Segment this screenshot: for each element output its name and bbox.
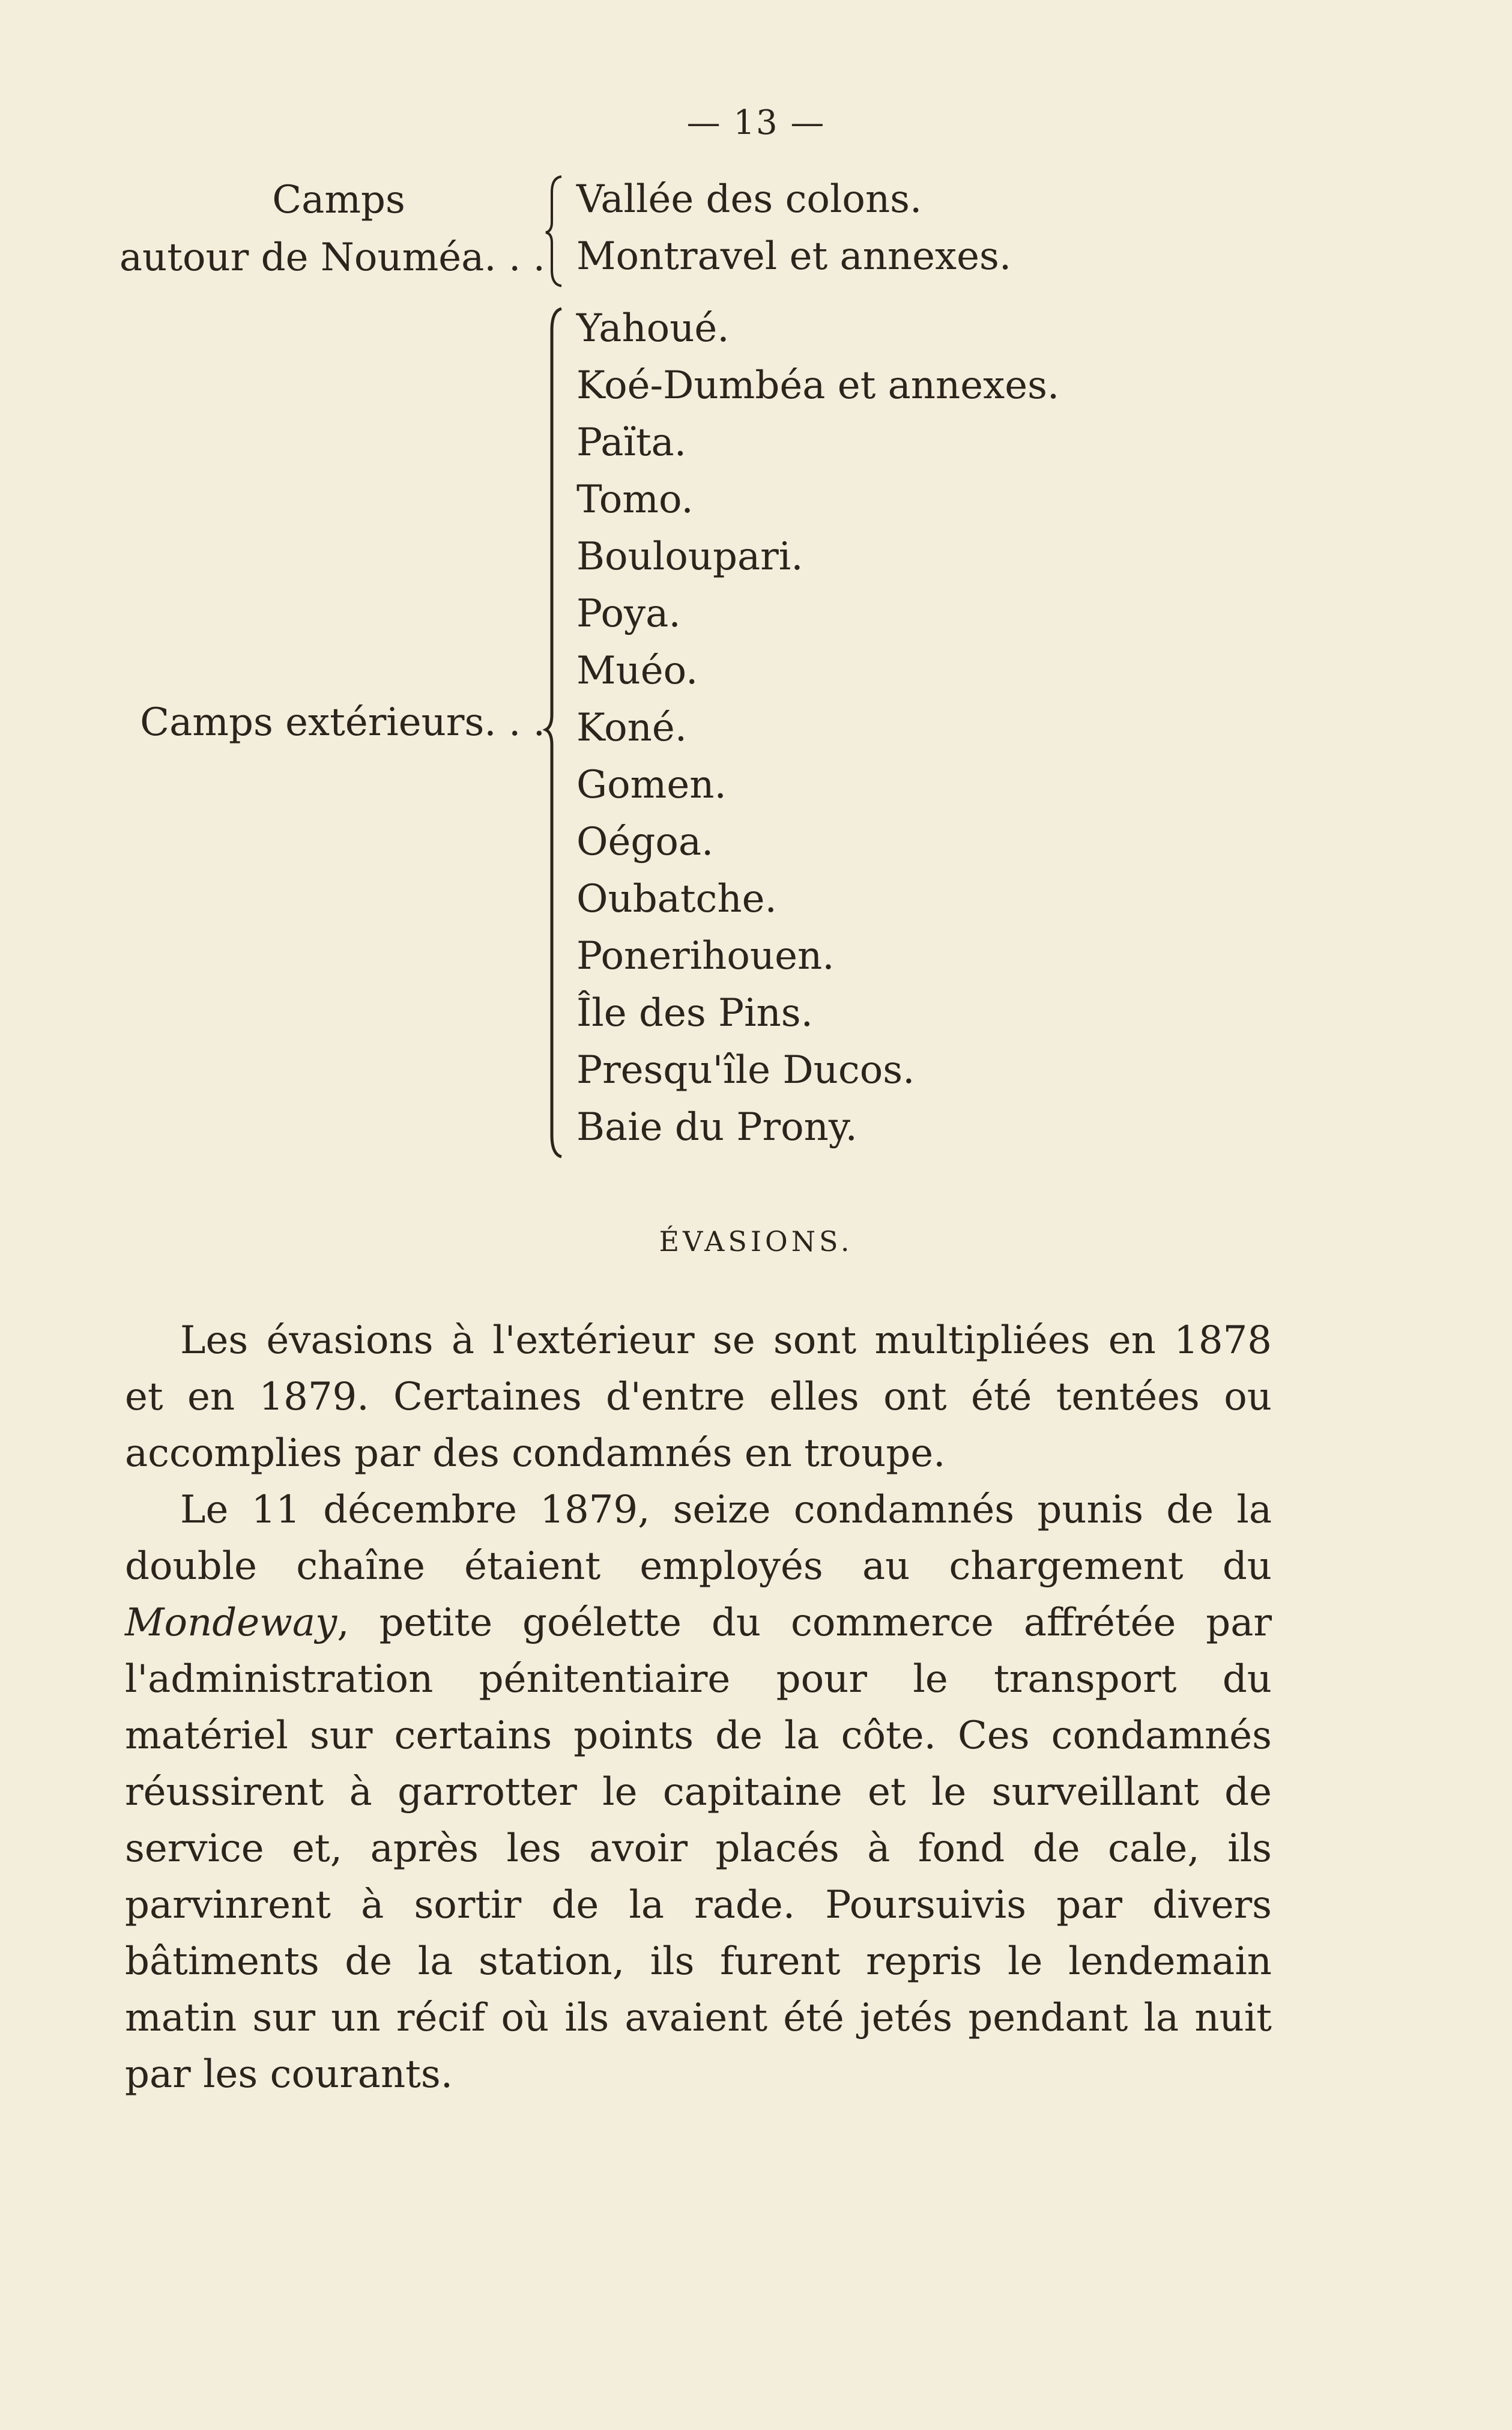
section-heading: ÉVASIONS. (659, 1225, 853, 1258)
place-item: Koné. (576, 706, 688, 750)
place-item: Païta. (576, 420, 687, 465)
place-item: Yahoué. (576, 306, 730, 351)
ship-name: Mondeway (125, 1601, 337, 1645)
place-item: Île des Pins. (576, 991, 813, 1035)
group-label-line: autour de Nouméa. . . (119, 235, 545, 280)
place-item: Muéo. (576, 649, 698, 693)
brace-exterieurs (543, 306, 567, 1159)
text-segment: , petite goélette du commerce affrétée par l'administration pénitentiaire pour le transport du matériel sur certains points de la côte. Ces condamnés réussirent à garrotter le capitaine et le surveillant de service et, après les avoir placés à fond de cale, ils parvinrent à sortir de la rade. Poursuivis par divers bâtiments de la station, ils furent repris le lendemain matin sur un récif où ils avaient été jetés pendant la nuit par les courants. (125, 1601, 1272, 2097)
page-number: — 13 — (686, 103, 826, 142)
place-item: Montravel et annexes. (576, 234, 1012, 279)
place-item: Vallée des colons. (576, 177, 922, 222)
place-list-exterieurs (576, 300, 1059, 1156)
place-item: Presqu'île Ducos. (576, 1048, 915, 1092)
group-label-noumea (96, 171, 545, 286)
paragraph (125, 1482, 1272, 2103)
text-segment: Le 11 décembre 1879, seize condamnés punis de la double chaîne étaient employés au chargement du (125, 1488, 1272, 1589)
place-item: Poya. (576, 592, 681, 636)
place-item: Bouloupari. (576, 535, 803, 579)
paragraph (125, 1312, 1272, 1482)
place-list-noumea (576, 171, 1011, 285)
place-item: Tomo. (576, 477, 694, 522)
place-item: Baie du Prony. (576, 1105, 857, 1150)
place-item: Oubatche. (576, 877, 777, 921)
place-item: Koé-Dumbéa et annexes. (576, 363, 1060, 408)
place-item: Ponerihouen. (576, 934, 835, 978)
group-label-exterieurs (96, 694, 545, 751)
text-segment: Les évasions à l'extérieur se sont multipliées en 1878 et en 1879. Certaines d'entre elles ont été tentées ou accomplies par des condamnés en troupe. (125, 1318, 1272, 1476)
brace-noumea (543, 174, 567, 288)
place-item: Gomen. (576, 763, 727, 807)
group-label-line: Camps extérieurs. . . (140, 700, 545, 745)
body-text (125, 1312, 1272, 2103)
place-item: Oégoa. (576, 820, 714, 864)
group-label-line: Camps (272, 178, 405, 222)
